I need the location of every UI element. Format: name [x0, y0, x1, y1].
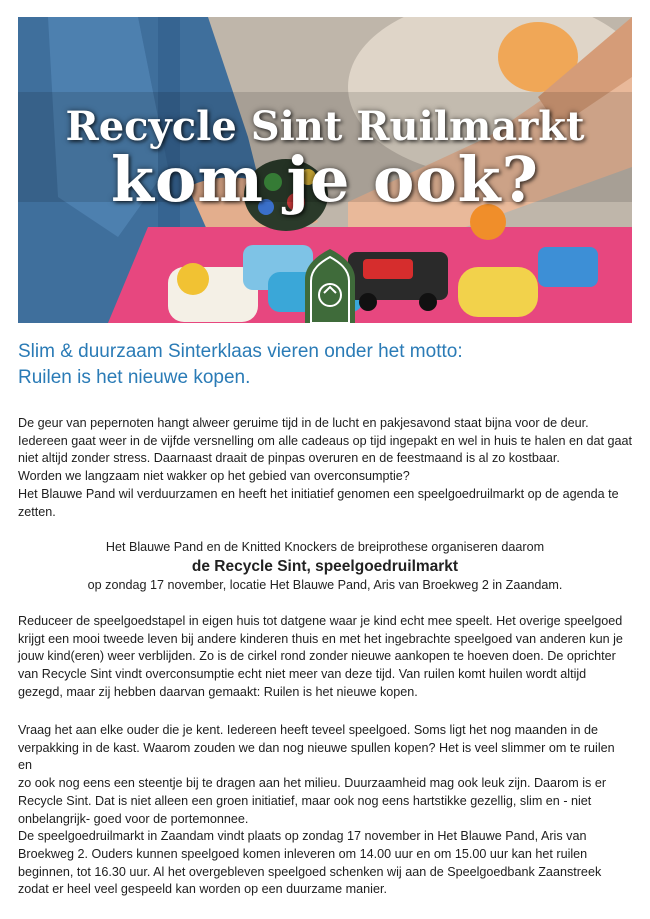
text-line: zetten. — [18, 504, 56, 519]
text-line: Reduceer de speelgoedstapel in eigen huis tot datgene waar je kind echt mee speelt. Het overige speelgoed — [18, 614, 623, 628]
headline-line-2: Ruilen is het nieuwe kopen. — [18, 367, 251, 388]
announcement-organizers: Het Blauwe Pand en de Knitted Knockers de breiprothese organiseren daarom — [105, 540, 545, 554]
announcement-date-location: op zondag 17 november, locatie Het Blauwe Pand, Aris van Broekweg 2 in Zaandam. — [87, 577, 563, 592]
text-line: zo ook nog eens een steentje bij te dragen aan het milieu. Duurzaamheid mag ook leuk zijn. Daarom is er — [18, 776, 607, 791]
text-line: zodat er heel veel gespeeld kan worden op een duurzame manier. — [18, 882, 387, 897]
text-line: Worden we langzaam niet wakker op het gebied van overconsumptie? — [18, 469, 410, 484]
article-headline — [18, 339, 632, 391]
text-line: gezegd, maar zij hebben daarvan gemaakt: Ruilen is het nieuwe kopen. — [18, 684, 418, 699]
headline-line-1: Slim & duurzaam Sinterklaas vieren onder het motto: — [18, 341, 463, 362]
text-line: De geur van pepernoten hangt alweer geruime tijd in de lucht en pakjesavond staat bijna voor de deur. — [18, 416, 589, 430]
text-line: Broekweg 2. Ouders kunnen speelgoed komen inleveren om 14.00 uur en om 15.00 uur kan het ruilen — [18, 846, 588, 861]
paragraph-3 — [18, 722, 632, 899]
text-line: onbelangrijk- goed voor de portemonnee. — [18, 811, 249, 826]
announcement-event-name: de Recycle Sint, speelgoedruilmarkt — [191, 557, 459, 575]
hero-title: Recycle Sint Ruilmarkt — [65, 103, 585, 150]
text-line: verpakking in de kast. Waarom zouden we dan nog nieuwe spullen kopen? Het is veel slimmer om te ruilen en — [18, 740, 615, 773]
text-line: Iedereen gaat weer in de vijfde versnelling om alle cadeaus op tijd ingepakt en wel in huis te halen en dat gaat — [18, 433, 633, 448]
hero-subtitle: kom je ook? — [111, 143, 539, 216]
paragraph-2 — [18, 613, 632, 702]
text-line: Het Blauwe Pand wil verduurzamen en heeft het initiatief genomen een speelgoedruilmarkt op de agenda te — [18, 486, 619, 501]
hero-banner — [18, 17, 632, 323]
text-line: krijgt een mooi tweede leven bij andere kinderen thuis en met het ingebrachte speelgoed van anderen kun je — [18, 631, 623, 646]
text-line: van Recycle Sint vindt overconsumptie echt niet meer van deze tijd. Van ruilen komt huilen wordt altijd — [18, 667, 587, 682]
text-line: niet altijd zonder stress. Daarnaast draait de pinpas overuren en de feestmaand is al zo kostbaar. — [18, 451, 560, 466]
text-line: Recycle Sint. Dat is niet alleen een groen initiatief, maar ook nog eens hartstikke gezellig, slim en - niet — [18, 793, 592, 808]
announcement-block — [18, 539, 632, 594]
intro-paragraph — [18, 415, 632, 521]
text-line: De speelgoedruilmarkt in Zaandam vindt plaats op zondag 17 november in Het Blauwe Pand, Aris van — [18, 829, 587, 844]
text-line: jouw kind(eren) weer verblijden. Zo is de cirkel rond zonder nieuwe aankopen te hoeven doen. De oprichter — [18, 649, 616, 664]
text-line: Vraag het aan elke ouder die je kent. Iedereen heeft teveel speelgoed. Soms ligt het nog maanden in de — [18, 723, 598, 737]
text-line: beginnen, tot 16.30 uur. Al het overgebleven speelgoed schenken wij aan de Speelgoedbank Zaanstreek — [18, 864, 602, 879]
